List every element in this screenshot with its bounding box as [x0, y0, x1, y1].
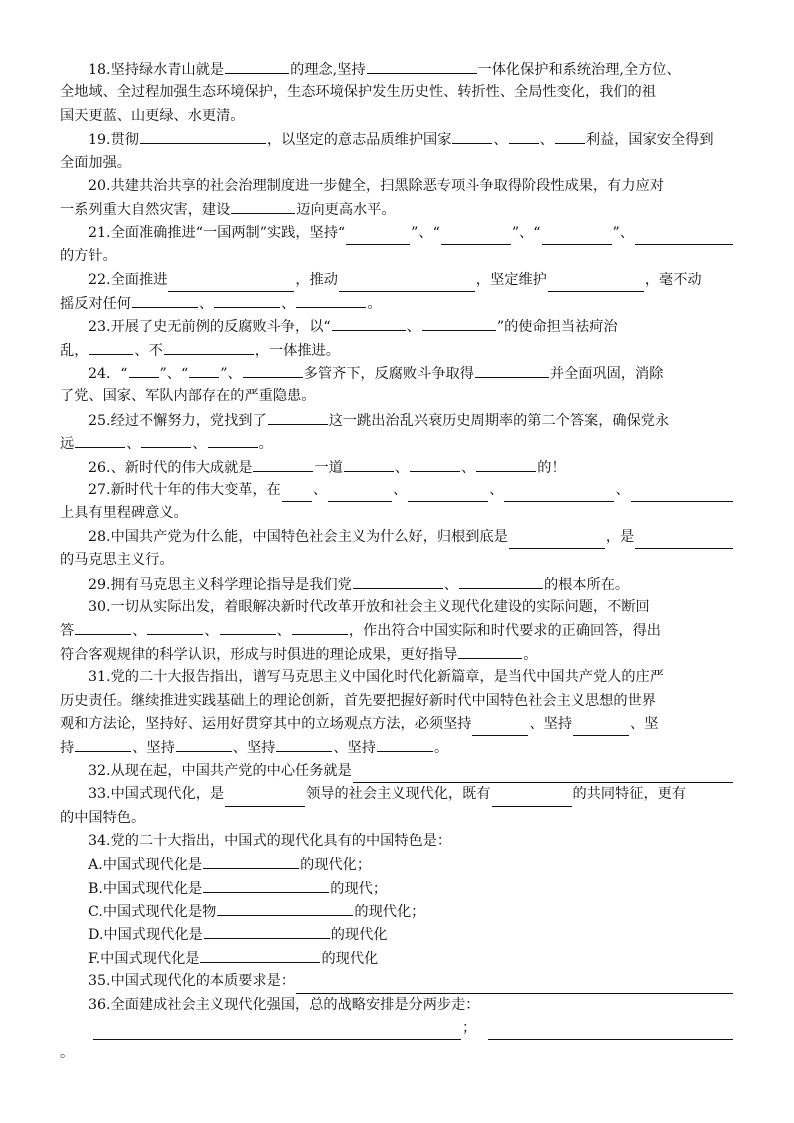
blank[interactable] [225, 58, 289, 74]
q24-line-2: 了党、国家、军队内部存在的严重隐患。 [60, 388, 316, 405]
q30-line-1: 30.一切从实际出发，着眼解决新时代改革开放和社会主义现代化建设的实际问题，不断回 [88, 598, 650, 615]
blank[interactable] [75, 432, 125, 448]
q36-end-mark: 。 [60, 1045, 75, 1061]
q31-line-2: 历史责任。继续推进实践基础上的理论创新，首先要把握好新时代中国特色社会主义思想的世界 [60, 692, 656, 709]
q20-line-2: 一系列重大自然灾害，建设 迈向更高水平。 [60, 198, 734, 221]
blank[interactable] [296, 292, 366, 308]
blank[interactable] [176, 736, 232, 752]
blank[interactable] [408, 486, 488, 502]
q24-line-1: 24．“ ”、“ ”、 多管齐下，反腐败斗争取得 并全面巩固，消除 [60, 362, 734, 385]
blank[interactable] [328, 486, 392, 502]
blank[interactable] [225, 791, 305, 807]
q36-line-1: 36.全面建成社会主义现代化强国，总的战略安排是分两步走： [88, 996, 480, 1013]
blank[interactable] [75, 619, 131, 635]
blank[interactable] [243, 362, 303, 378]
blank[interactable] [93, 1024, 461, 1040]
blank[interactable] [492, 791, 572, 807]
blank[interactable] [339, 276, 475, 292]
blank[interactable] [141, 432, 191, 448]
blank[interactable] [422, 315, 496, 331]
blank[interactable] [377, 736, 433, 752]
blank[interactable] [89, 339, 133, 355]
blank[interactable] [367, 58, 477, 74]
q34-option-a: A.中国式现代化是 的现代化； [60, 853, 734, 876]
q25-line-1: 25.经过不懈努力，党找到了 这一跳出治乱兴衰历史周期率的第二个答案，确保党永 [60, 409, 734, 432]
q27-line-2: 上具有里程碑意义。 [60, 505, 188, 522]
q34-option-f: F.中国式现代化是 的现代化 [60, 947, 734, 970]
q18-line-2: 全地域、全过程加强生态环境保护，生态环境保护发生历史性、转折性、全局性变化，我们的祖 [60, 84, 656, 101]
q25-line-2: 远 、 、 。 [60, 432, 734, 455]
q35-line-1: 35.中国式现代化的本质要求是： [60, 970, 734, 993]
q23-line-1: 23.开展了史无前例的反腐败斗争，以“ 、 ”的使命担当祛疴治 [60, 315, 734, 338]
q31-line-3: 观和方法论，坚持好、运用好贯穿其中的立场观点方法，必须坚持 、坚持 、坚 [60, 713, 734, 736]
blank[interactable] [509, 533, 605, 549]
blank[interactable] [344, 456, 394, 472]
blank[interactable] [203, 853, 299, 869]
q19-line-2: 全面加强。 [60, 154, 131, 171]
q20-line-1: 20.共建共治共享的社会治理制度进一步健全，扫黑除恶专项斗争取得阶段性成果，有力应对 [88, 177, 664, 194]
blank[interactable] [75, 736, 131, 752]
q28-line-1: 28.中国共产党为什么能，中国特色社会主义为什么好，归根到底是 ，是 [60, 526, 734, 549]
blank[interactable] [208, 432, 258, 448]
blank[interactable] [282, 486, 312, 502]
blank[interactable] [441, 229, 511, 245]
q33-line-2: 的中国特色。 [60, 809, 146, 826]
q18-line-1: 18.坚持绿水青山就是 的理念,坚持 一体化保护和系统治理,全方位、 [60, 58, 734, 81]
blank[interactable] [353, 767, 733, 783]
q34-option-d: D.中国式现代化是 的现代化 [60, 923, 734, 946]
q22-line-2: 摇反对任何 、 、 。 [60, 292, 734, 315]
blank[interactable] [203, 877, 329, 893]
blank[interactable] [353, 573, 443, 589]
q21-line-1: 21.全面准确推进“一国两制”实践，坚持“ ”、“ ”、“ ”、 [60, 222, 734, 245]
blank[interactable] [452, 128, 492, 144]
document-page [60, 58, 734, 1040]
blank[interactable] [132, 292, 198, 308]
blank[interactable] [476, 456, 536, 472]
blank[interactable] [200, 947, 320, 963]
blank[interactable] [542, 229, 612, 245]
blank[interactable] [410, 456, 460, 472]
q28-line-2: 的马克思主义行。 [60, 552, 174, 569]
blank[interactable] [168, 276, 294, 292]
blank[interactable] [140, 128, 266, 144]
blank[interactable] [509, 128, 539, 144]
q30-line-3: 符合客观规律的科学认识，形成与时俱进的理论成果，更好指导 。 [60, 643, 734, 666]
q18-line-3: 国天更蓝、山更绿、水更清。 [60, 107, 245, 124]
blank[interactable] [458, 643, 522, 659]
blank[interactable] [268, 409, 328, 425]
blank[interactable] [635, 229, 733, 245]
blank[interactable] [164, 339, 254, 355]
q32-line-1: 32.从现在起，中国共产党的中心任务就是 [60, 760, 734, 783]
blank[interactable] [635, 533, 733, 549]
blank[interactable] [488, 1024, 733, 1040]
q21-line-2: 的方针。 [60, 248, 117, 265]
q31-line-4: 持 、坚持 、坚持 、坚持 。 [60, 736, 734, 759]
q33-line-1: 33.中国式现代化，是 领导的社会主义现代化，既有 的共同特征，更有 [60, 783, 734, 806]
q27-line-1: 27.新时代十年的伟大变革，在 、 、 、 、 [60, 479, 734, 502]
blank[interactable] [504, 486, 614, 502]
blank[interactable] [296, 978, 733, 994]
blank[interactable] [346, 229, 410, 245]
blank[interactable] [573, 720, 629, 736]
q30-line-2: 答 、 、 、 ，作出符合中国实际和时代要求的正确回答，得出 [60, 619, 734, 642]
blank[interactable] [220, 619, 276, 635]
blank[interactable] [475, 362, 549, 378]
q22-line-1: 22.全面推进 ，推动 ，坚定维护 ，毫不动 [60, 269, 734, 292]
blank[interactable] [459, 573, 543, 589]
blank[interactable] [129, 362, 159, 378]
blank[interactable] [555, 128, 585, 144]
q34-option-b: B.中国式现代化是 的现代； [60, 877, 734, 900]
blank[interactable] [332, 315, 406, 331]
q23-line-2: 乱， 、不 ，一体推进。 [60, 339, 734, 362]
blank[interactable] [231, 198, 295, 214]
q31-line-1: 31.党的二十大报告指出，谱写马克思主义中国化时代化新篇章，是当代中国共产党人的庄严 [88, 669, 664, 686]
blank[interactable] [253, 456, 313, 472]
blank[interactable] [217, 900, 353, 916]
blank[interactable] [631, 486, 733, 502]
blank[interactable] [214, 292, 280, 308]
blank[interactable] [472, 720, 528, 736]
q29-line-1: 29.拥有马克思主义科学理论指导是我们党 、 的根本所在。 [60, 573, 734, 596]
blank[interactable] [147, 619, 203, 635]
q19-line-1: 19.贯彻 ，以坚定的意志品质维护国家 、 、 利益，国家安全得到 [60, 128, 734, 151]
blank[interactable] [204, 923, 330, 939]
blank[interactable] [276, 736, 332, 752]
blank[interactable] [292, 619, 348, 635]
q36-line-2: ； [60, 1017, 734, 1040]
blank[interactable] [189, 362, 219, 378]
q26-line-1: 26.、新时代的伟大成就是 一道 、 、 的！ [60, 456, 734, 479]
q34-option-c: C.中国式现代化是物 的现代化； [60, 900, 734, 923]
q34-line-1: 34.党的二十大指出，中国式的现代化具有的中国特色是： [88, 832, 452, 849]
blank[interactable] [548, 276, 644, 292]
